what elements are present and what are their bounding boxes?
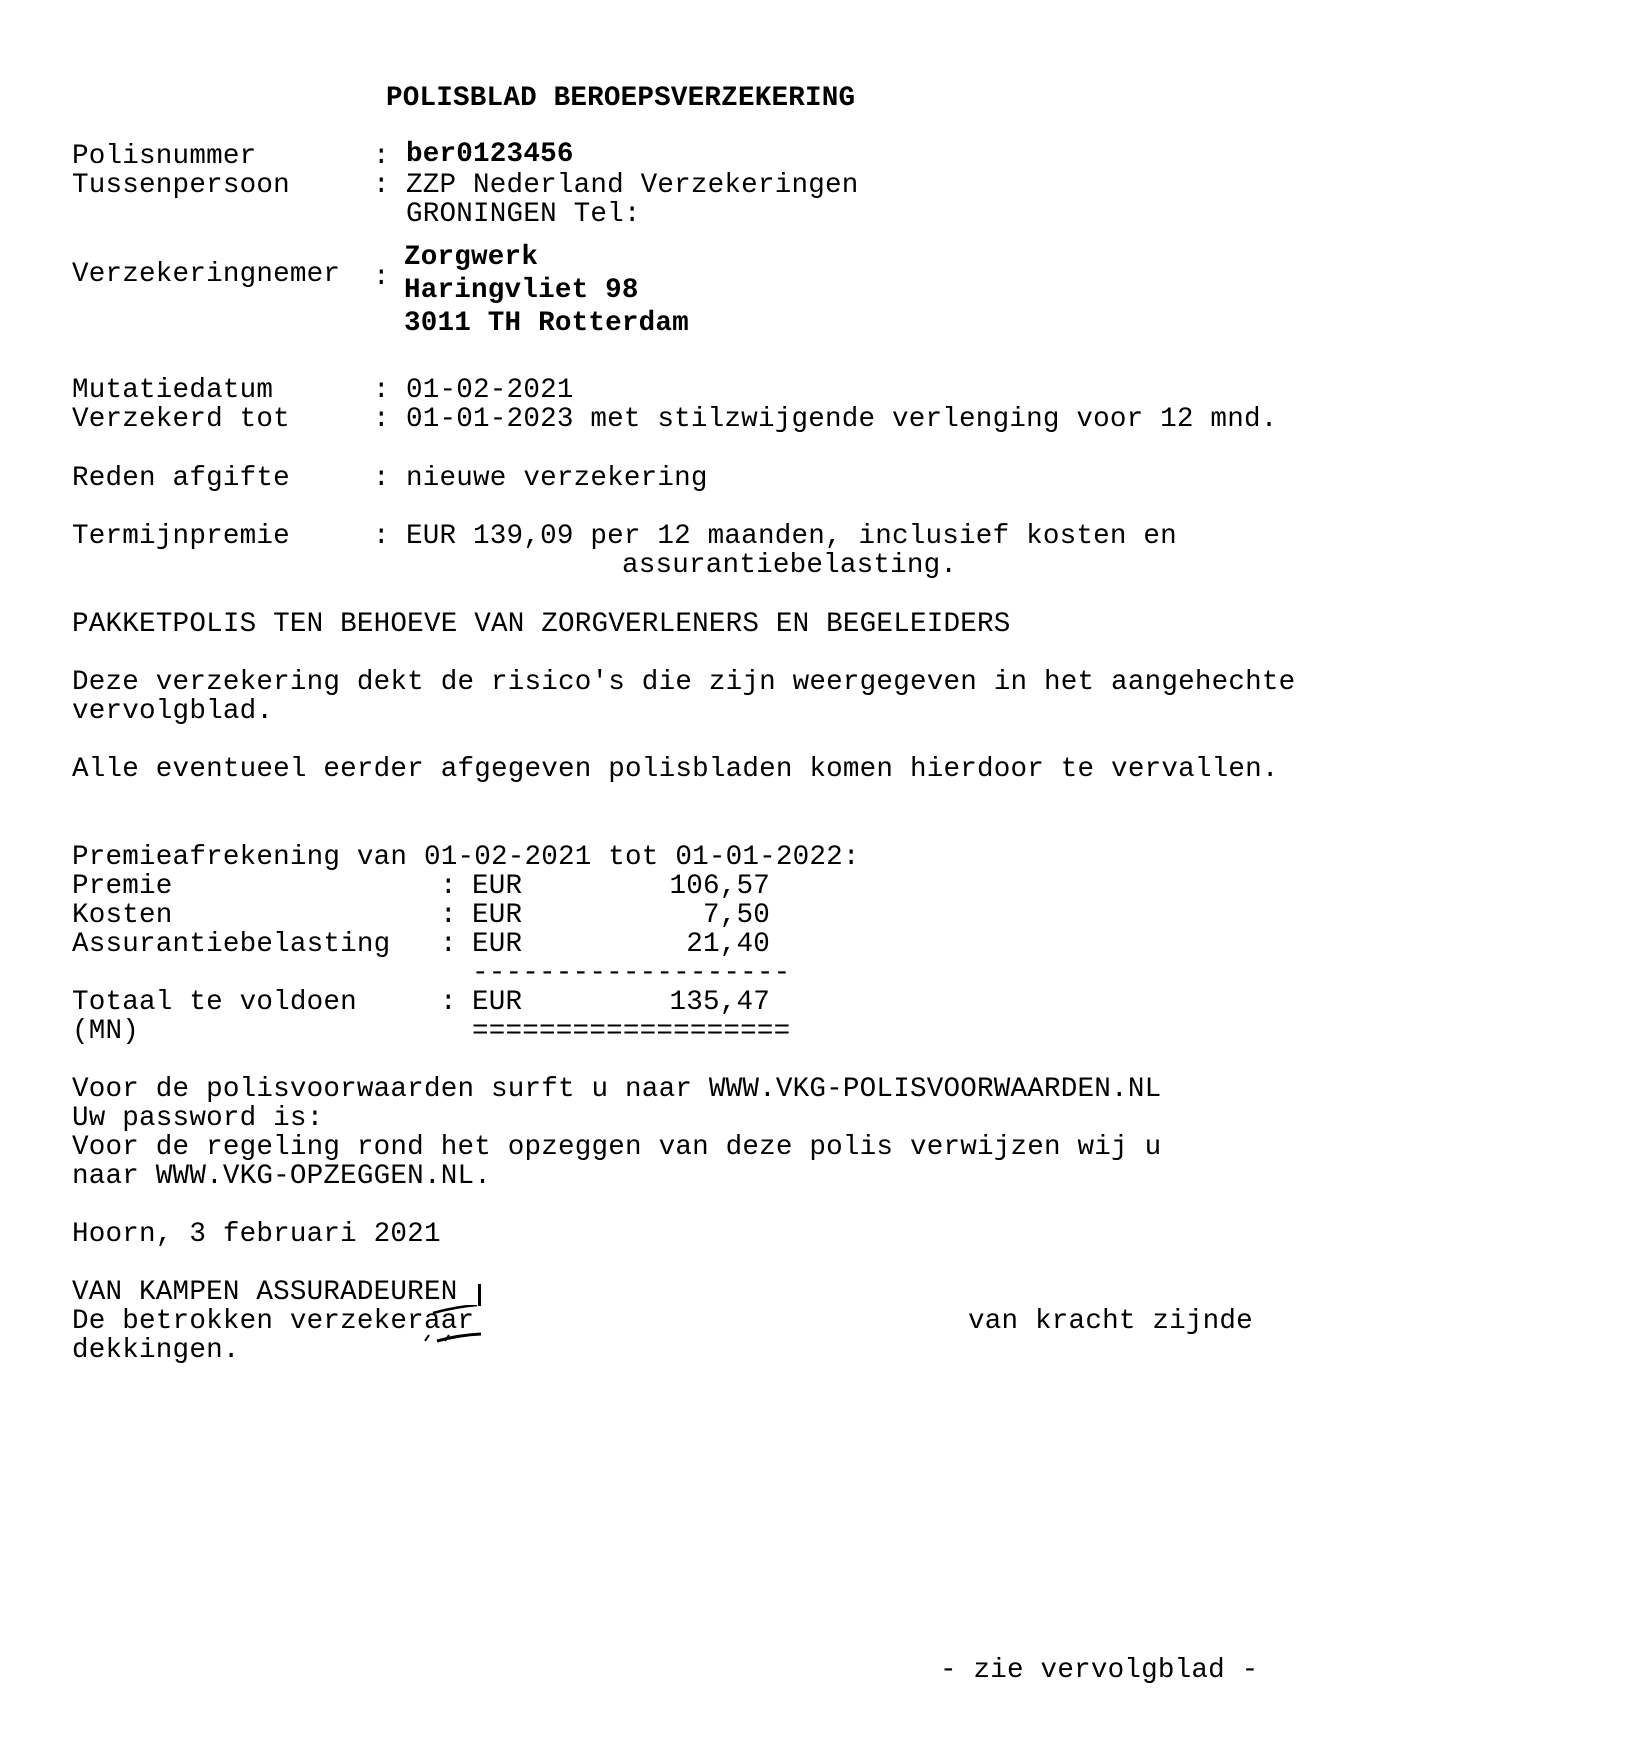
label-mutatiedatum: Mutatiedatum (72, 375, 274, 406)
value-termijnpremie-line2: assurantiebelasting. (622, 550, 958, 581)
info-password: Uw password is: (72, 1103, 324, 1134)
separator: : (440, 987, 457, 1018)
total-row-currency: EUR (472, 987, 523, 1018)
coverage-text-line2: vervolgblad. (72, 696, 274, 727)
label-tussenpersoon: Tussenpersoon (72, 170, 290, 201)
signatory-line2-start: De betrokken verzekeraar (72, 1306, 475, 1337)
footer-continuation: - zie vervolgblad - (940, 1655, 1259, 1686)
separator: : (373, 521, 390, 552)
value-reden-afgifte: nieuwe verzekering (406, 463, 708, 494)
info-opzeggen-line1: Voor de regeling rond het opzeggen van deze polis verwijzen wij u (72, 1132, 1162, 1163)
truncated-glyph (478, 1284, 481, 1306)
value-tussenpersoon: ZZP Nederland Verzekeringen (406, 170, 859, 201)
assurantiebelasting-row-label: Assurantiebelasting (72, 929, 391, 960)
package-heading: PAKKETPOLIS TEN BEHOEVE VAN ZORGVERLENERS EN BEGELEIDERS (72, 609, 1011, 640)
supersede-text: Alle eventueel eerder afgegeven polisbladen komen hierdoor te vervallen. (72, 754, 1279, 785)
signatory-line2-end: van kracht zijnde (968, 1306, 1253, 1337)
separator: : (373, 375, 390, 406)
signatory-line3: dekkingen. (72, 1335, 240, 1366)
premium-statement-heading: Premieafrekening van 01-02-2021 tot 01-01-2022: (72, 842, 860, 873)
kosten-row-currency: EUR (472, 900, 523, 931)
label-reden-afgifte: Reden afgifte (72, 463, 290, 494)
separator: : (373, 170, 390, 201)
value-verzekeringnemer-city: 3011 TH Rotterdam (404, 308, 689, 339)
value-tussenpersoon-line2: GRONINGEN Tel: (406, 199, 641, 230)
coverage-text-line1: Deze verzekering dekt de risico's die zijn weergegeven in het aangehechte (72, 667, 1296, 698)
info-polisvoorwaarden: Voor de polisvoorwaarden surft u naar WWW.VKG-POLISVOORWAARDEN.NL (72, 1074, 1162, 1105)
separator: : (373, 262, 390, 293)
assurantiebelasting-row-amount: 21,40 (686, 929, 770, 960)
document-title: POLISBLAD BEROEPSVERZEKERING (386, 83, 856, 114)
place-date: Hoorn, 3 februari 2021 (72, 1219, 441, 1250)
total-row-amount: 135,47 (669, 987, 770, 1018)
label-polisnummer: Polisnummer (72, 141, 257, 172)
premium-row-currency: EUR (472, 871, 523, 902)
value-mutatiedatum: 01-02-2021 (406, 375, 574, 406)
separator: : (440, 900, 457, 931)
signature-mark (415, 1305, 485, 1343)
subtotal-rule: ------------------- (472, 958, 791, 989)
separator: : (440, 929, 457, 960)
value-verzekeringnemer-street: Haringvliet 98 (404, 275, 639, 306)
separator: : (373, 404, 390, 435)
info-opzeggen-line2: naar WWW.VKG-OPZEGGEN.NL. (72, 1161, 491, 1192)
premium-row-label: Premie (72, 871, 173, 902)
value-polisnummer: ber0123456 (406, 139, 574, 170)
total-note: (MN) (72, 1016, 140, 1047)
kosten-row-label: Kosten (72, 900, 173, 931)
premium-row-amount: 106,57 (669, 871, 770, 902)
value-verzekerd-tot: 01-01-2023 met stilzwijgende verlenging voor 12 mnd. (406, 404, 1278, 435)
label-verzekeringnemer: Verzekeringnemer (72, 259, 341, 290)
kosten-row-amount: 7,50 (702, 900, 770, 931)
separator: : (440, 871, 457, 902)
value-termijnpremie: EUR 139,09 per 12 maanden, inclusief kosten en (406, 521, 1177, 552)
separator: : (373, 463, 390, 494)
label-verzekerd-tot: Verzekerd tot (72, 404, 290, 435)
label-termijnpremie: Termijnpremie (72, 521, 290, 552)
total-rule: =================== (472, 1016, 791, 1047)
signatory-company: VAN KAMPEN ASSURADEUREN (72, 1277, 458, 1308)
assurantiebelasting-row-currency: EUR (472, 929, 523, 960)
separator: : (373, 141, 390, 172)
value-verzekeringnemer-name: Zorgwerk (404, 242, 539, 273)
total-row-label: Totaal te voldoen (72, 987, 357, 1018)
